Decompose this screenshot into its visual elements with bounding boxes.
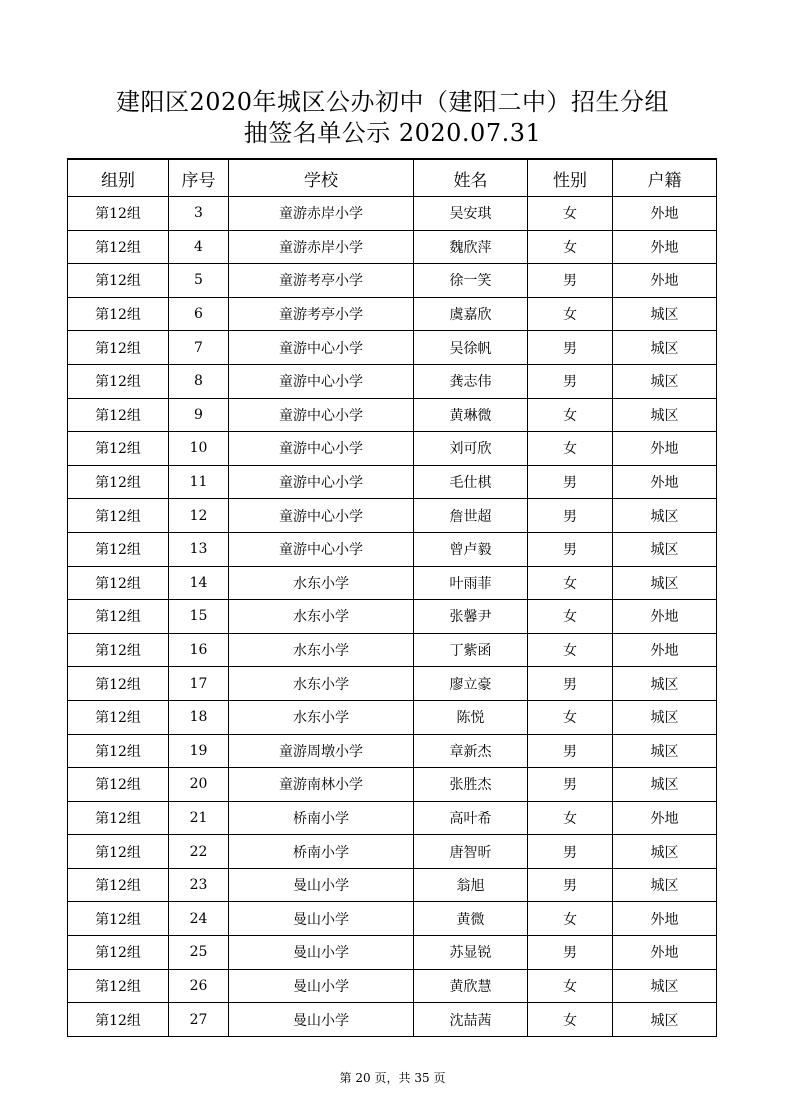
table-row (68, 902, 717, 936)
cell-school: 曼山小学 (229, 902, 414, 936)
cell-name: 虞嘉欣 (414, 297, 528, 331)
column-header-group: 组别 (68, 159, 169, 197)
cell-group: 第12组 (68, 902, 169, 936)
cell-number: 10 (169, 432, 229, 466)
table-row (68, 364, 717, 398)
cell-gender: 女 (528, 600, 613, 634)
column-header-name: 姓名 (414, 159, 528, 197)
cell-group: 第12组 (68, 230, 169, 264)
cell-number: 26 (169, 969, 229, 1003)
cell-group: 第12组 (68, 801, 169, 835)
cell-residence: 城区 (613, 364, 717, 398)
cell-school: 童游中心小学 (229, 499, 414, 533)
cell-number: 8 (169, 364, 229, 398)
cell-gender: 女 (528, 700, 613, 734)
cell-residence: 外地 (613, 264, 717, 298)
cell-name: 高叶希 (414, 801, 528, 835)
cell-school: 童游考亭小学 (229, 264, 414, 298)
column-header-gender: 性别 (528, 159, 613, 197)
footer-prefix: 第 (339, 1071, 352, 1085)
cell-name: 黄微 (414, 902, 528, 936)
cell-school: 童游南林小学 (229, 768, 414, 802)
cell-gender: 男 (528, 768, 613, 802)
cell-number: 17 (169, 667, 229, 701)
cell-residence: 外地 (613, 230, 717, 264)
cell-gender: 男 (528, 868, 613, 902)
cell-school: 桥南小学 (229, 801, 414, 835)
cell-residence: 城区 (613, 667, 717, 701)
cell-school: 童游赤岸小学 (229, 230, 414, 264)
cell-number: 11 (169, 465, 229, 499)
cell-school: 水东小学 (229, 600, 414, 634)
cell-residence: 外地 (613, 801, 717, 835)
cell-name: 章新杰 (414, 734, 528, 768)
cell-gender: 女 (528, 566, 613, 600)
table-row (68, 633, 717, 667)
cell-number: 21 (169, 801, 229, 835)
cell-school: 水东小学 (229, 566, 414, 600)
cell-school: 童游中心小学 (229, 331, 414, 365)
cell-name: 吴安琪 (414, 197, 528, 231)
cell-school: 童游中心小学 (229, 432, 414, 466)
cell-group: 第12组 (68, 768, 169, 802)
page-title: 建阳区2020年城区公办初中（建阳二中）招生分组 (115, 88, 670, 116)
cell-name: 陈悦 (414, 700, 528, 734)
table-row (68, 532, 717, 566)
cell-group: 第12组 (68, 331, 169, 365)
cell-residence: 外地 (613, 432, 717, 466)
cell-name: 廖立豪 (414, 667, 528, 701)
table-row (68, 499, 717, 533)
cell-group: 第12组 (68, 1003, 169, 1037)
table-row (68, 700, 717, 734)
cell-group: 第12组 (68, 499, 169, 533)
cell-school: 曼山小学 (229, 969, 414, 1003)
cell-gender: 男 (528, 734, 613, 768)
cell-school: 水东小学 (229, 633, 414, 667)
cell-number: 13 (169, 532, 229, 566)
cell-gender: 女 (528, 902, 613, 936)
cell-gender: 女 (528, 633, 613, 667)
cell-group: 第12组 (68, 264, 169, 298)
cell-gender: 男 (528, 532, 613, 566)
footer-total-pages: 35 (414, 1071, 430, 1085)
cell-school: 桥南小学 (229, 835, 414, 869)
cell-group: 第12组 (68, 868, 169, 902)
table-row (68, 331, 717, 365)
cell-number: 14 (169, 566, 229, 600)
cell-name: 沈喆茜 (414, 1003, 528, 1037)
cell-gender: 男 (528, 667, 613, 701)
cell-gender: 女 (528, 297, 613, 331)
cell-gender: 男 (528, 364, 613, 398)
cell-residence: 外地 (613, 902, 717, 936)
cell-group: 第12组 (68, 432, 169, 466)
cell-group: 第12组 (68, 398, 169, 432)
cell-school: 童游中心小学 (229, 398, 414, 432)
cell-residence: 外地 (613, 197, 717, 231)
cell-residence: 外地 (613, 633, 717, 667)
cell-name: 曾卢毅 (414, 532, 528, 566)
table-row (68, 801, 717, 835)
cell-school: 曼山小学 (229, 1003, 414, 1037)
cell-gender: 男 (528, 465, 613, 499)
cell-name: 苏显锐 (414, 936, 528, 970)
cell-number: 16 (169, 633, 229, 667)
cell-residence: 城区 (613, 297, 717, 331)
cell-group: 第12组 (68, 532, 169, 566)
cell-group: 第12组 (68, 700, 169, 734)
cell-residence: 城区 (613, 398, 717, 432)
cell-school: 童游考亭小学 (229, 297, 414, 331)
cell-residence: 城区 (613, 734, 717, 768)
table-row (68, 768, 717, 802)
cell-gender: 女 (528, 197, 613, 231)
cell-number: 22 (169, 835, 229, 869)
cell-residence: 外地 (613, 465, 717, 499)
cell-school: 曼山小学 (229, 936, 414, 970)
cell-residence: 城区 (613, 1003, 717, 1037)
table-row (68, 197, 717, 231)
cell-residence: 城区 (613, 768, 717, 802)
cell-number: 27 (169, 1003, 229, 1037)
footer-mid: 页，共 (374, 1071, 411, 1085)
cell-group: 第12组 (68, 633, 169, 667)
cell-gender: 女 (528, 432, 613, 466)
page-subtitle: 抽签名单公示 2020.07.31 (243, 119, 542, 147)
cell-group: 第12组 (68, 465, 169, 499)
cell-number: 4 (169, 230, 229, 264)
table-row (68, 230, 717, 264)
table-row (68, 432, 717, 466)
page-footer (0, 1069, 785, 1086)
cell-number: 9 (169, 398, 229, 432)
cell-name: 徐一笑 (414, 264, 528, 298)
cell-residence: 外地 (613, 936, 717, 970)
cell-gender: 男 (528, 835, 613, 869)
table-row (68, 868, 717, 902)
cell-number: 23 (169, 868, 229, 902)
table-row (68, 566, 717, 600)
cell-gender: 女 (528, 969, 613, 1003)
cell-gender: 女 (528, 230, 613, 264)
cell-gender: 女 (528, 1003, 613, 1037)
cell-residence: 城区 (613, 969, 717, 1003)
cell-gender: 男 (528, 331, 613, 365)
table-header-row (68, 159, 717, 197)
cell-school: 童游赤岸小学 (229, 197, 414, 231)
cell-gender: 女 (528, 801, 613, 835)
column-header-residence: 户籍 (613, 159, 717, 197)
cell-gender: 男 (528, 264, 613, 298)
cell-number: 20 (169, 768, 229, 802)
column-header-number: 序号 (169, 159, 229, 197)
cell-number: 25 (169, 936, 229, 970)
cell-residence: 城区 (613, 700, 717, 734)
cell-name: 张馨尹 (414, 600, 528, 634)
cell-group: 第12组 (68, 297, 169, 331)
cell-number: 15 (169, 600, 229, 634)
cell-school: 曼山小学 (229, 868, 414, 902)
cell-residence: 城区 (613, 835, 717, 869)
cell-number: 24 (169, 902, 229, 936)
cell-residence: 城区 (613, 532, 717, 566)
cell-residence: 城区 (613, 499, 717, 533)
cell-group: 第12组 (68, 734, 169, 768)
cell-name: 黄琳微 (414, 398, 528, 432)
cell-school: 童游中心小学 (229, 364, 414, 398)
cell-name: 叶雨菲 (414, 566, 528, 600)
cell-residence: 城区 (613, 868, 717, 902)
cell-school: 水东小学 (229, 700, 414, 734)
cell-number: 6 (169, 297, 229, 331)
table-row (68, 465, 717, 499)
cell-name: 刘可欣 (414, 432, 528, 466)
cell-name: 龚志伟 (414, 364, 528, 398)
cell-name: 唐智昕 (414, 835, 528, 869)
cell-residence: 城区 (613, 331, 717, 365)
cell-number: 3 (169, 197, 229, 231)
cell-number: 18 (169, 700, 229, 734)
cell-name: 张胜杰 (414, 768, 528, 802)
cell-group: 第12组 (68, 936, 169, 970)
table-row (68, 936, 717, 970)
cell-number: 7 (169, 331, 229, 365)
table-row (68, 667, 717, 701)
cell-gender: 男 (528, 499, 613, 533)
cell-name: 翁旭 (414, 868, 528, 902)
column-header-school: 学校 (229, 159, 414, 197)
table-row (68, 969, 717, 1003)
table-row (68, 1003, 717, 1037)
table-row (68, 398, 717, 432)
cell-name: 魏欣萍 (414, 230, 528, 264)
footer-page-number: 20 (355, 1071, 371, 1085)
cell-number: 5 (169, 264, 229, 298)
cell-group: 第12组 (68, 969, 169, 1003)
cell-group: 第12组 (68, 364, 169, 398)
footer-suffix: 页 (433, 1071, 446, 1085)
table-row (68, 734, 717, 768)
cell-school: 童游周墩小学 (229, 734, 414, 768)
table-row (68, 297, 717, 331)
table-row (68, 264, 717, 298)
cell-gender: 男 (528, 936, 613, 970)
cell-group: 第12组 (68, 600, 169, 634)
cell-residence: 城区 (613, 566, 717, 600)
cell-residence: 外地 (613, 600, 717, 634)
cell-name: 詹世超 (414, 499, 528, 533)
cell-name: 黄欣慧 (414, 969, 528, 1003)
cell-name: 毛仕棋 (414, 465, 528, 499)
cell-gender: 女 (528, 398, 613, 432)
cell-group: 第12组 (68, 197, 169, 231)
cell-school: 水东小学 (229, 667, 414, 701)
cell-number: 19 (169, 734, 229, 768)
cell-school: 童游中心小学 (229, 532, 414, 566)
table-row (68, 600, 717, 634)
cell-school: 童游中心小学 (229, 465, 414, 499)
table-row (68, 835, 717, 869)
cell-group: 第12组 (68, 566, 169, 600)
cell-number: 12 (169, 499, 229, 533)
cell-name: 丁紫函 (414, 633, 528, 667)
cell-group: 第12组 (68, 835, 169, 869)
cell-name: 吴徐帆 (414, 331, 528, 365)
cell-group: 第12组 (68, 667, 169, 701)
enrollment-table (67, 158, 717, 1037)
